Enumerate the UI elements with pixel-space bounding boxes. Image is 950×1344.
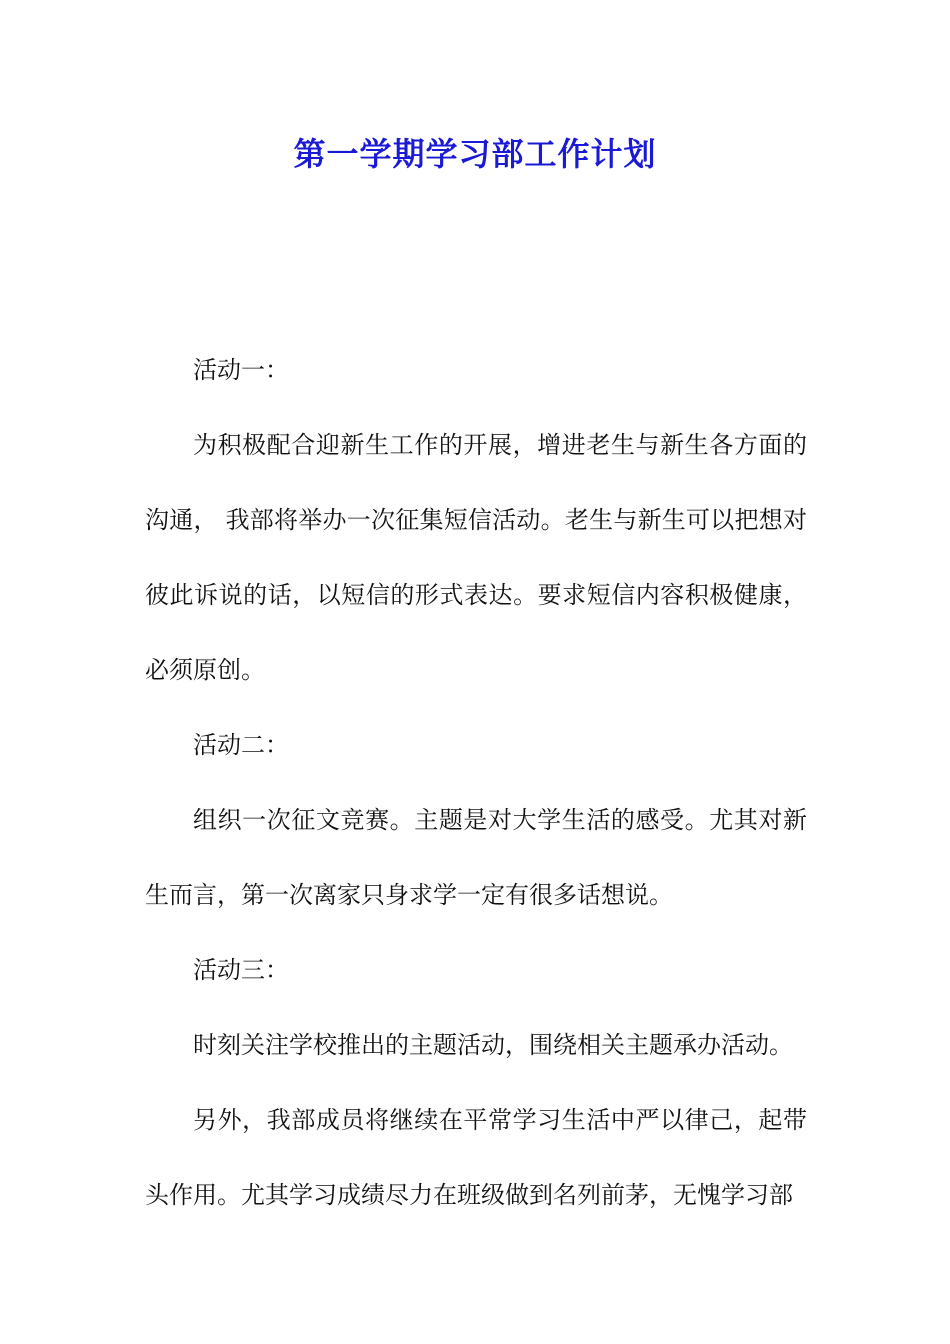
paragraph-activity-1-content: 为积极配合迎新生工作的开展，增进老生与新生各方面的沟通， 我部将举办一次征集短信活动。老生与新生可以把想对彼此诉说的话，以短信的形式表达。要求短信内容积极健康，必须原创。 <box>145 431 807 684</box>
paragraph-activity-3-heading: 活动三： <box>193 956 289 984</box>
paragraph-activity-1-heading: 活动一： <box>193 356 289 384</box>
document-body <box>145 333 807 1233</box>
paragraph-activity-2-heading: 活动二： <box>193 731 289 759</box>
paragraph-activity-3-content: 时刻关注学校推出的主题活动，围绕相关主题承办活动。 <box>193 1031 793 1059</box>
paragraph-additional-note: 另外，我部成员将继续在平常学习生活中严以律己，起带头作用。尤其学习成绩尽力在班级做到名列前茅，无愧学习部 <box>145 1106 807 1209</box>
paragraph-activity-2-content: 组织一次征文竞赛。主题是对大学生活的感受。尤其对新生而言，第一次离家只身求学一定有很多话想说。 <box>145 806 807 909</box>
document-title: 第一学期学习部工作计划 <box>293 135 657 173</box>
